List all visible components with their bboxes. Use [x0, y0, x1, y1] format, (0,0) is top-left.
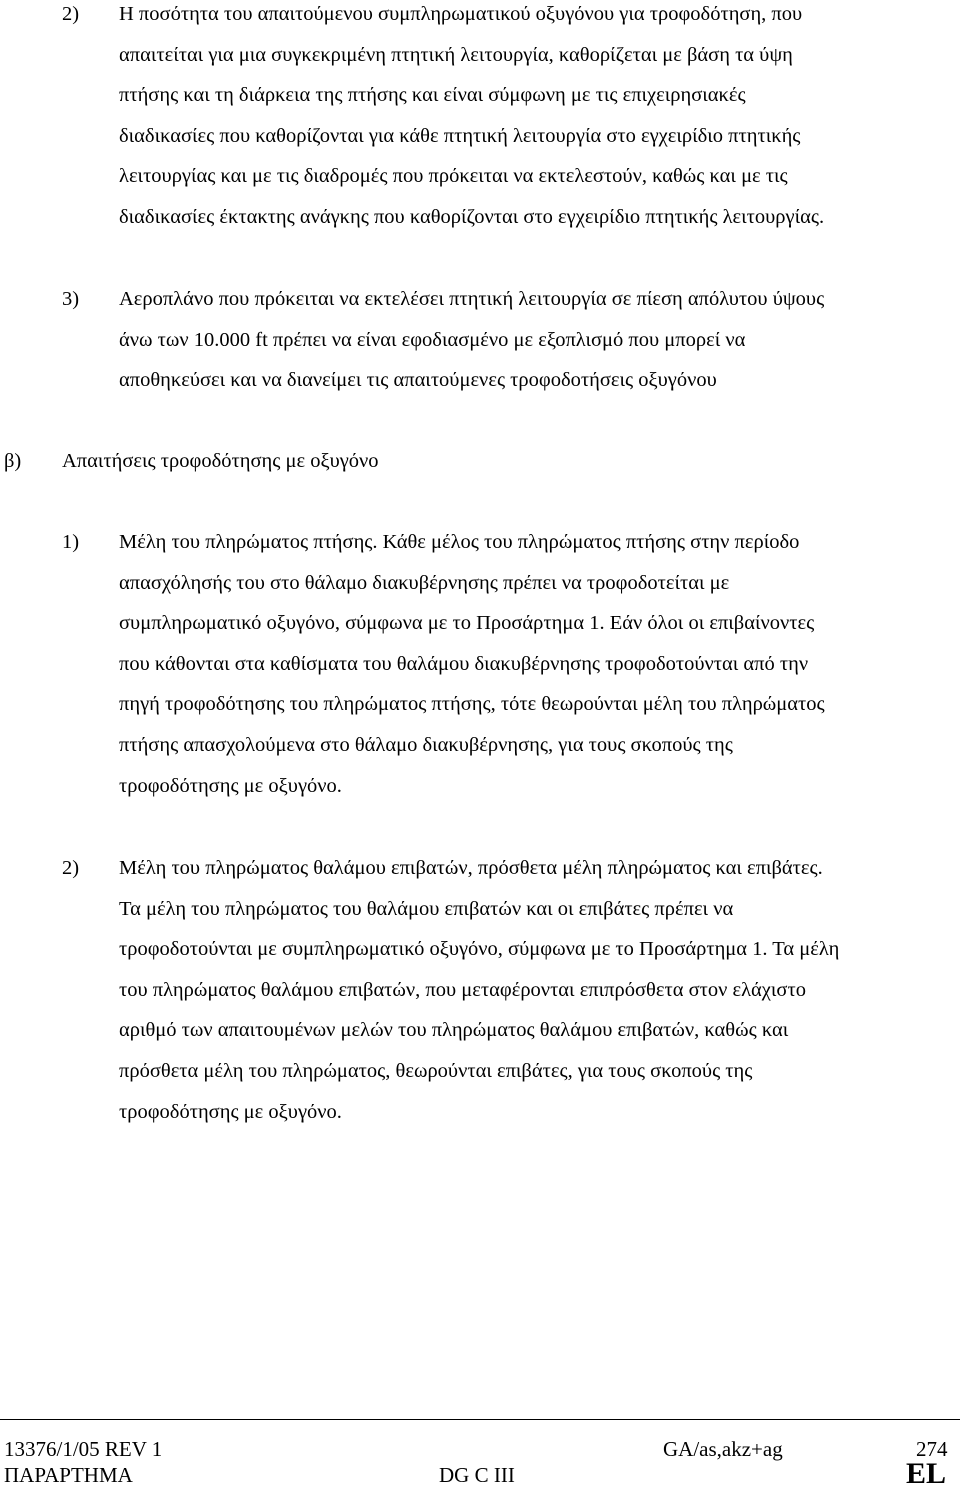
item-paragraph — [119, 0, 824, 238]
paragraph-line: πτήσης και τη διάρκεια της πτήσης και είναι σύμφωνη με τις επιχειρησιακές — [119, 84, 746, 107]
subitem-paragraph — [119, 522, 825, 806]
paragraph-line: διαδικασίες που καθορίζονται για κάθε πτητική λειτουργία στο εγχειρίδιο πτητικής — [119, 124, 801, 147]
paragraph-line: τροφοδότησης με οξυγόνο. — [119, 774, 342, 797]
paragraph-line: απαιτείται για μια συγκεκριμένη πτητική λειτουργία, καθορίζεται με βάση τα ύψη — [119, 43, 793, 66]
paragraph-line: του πληρώματος θαλάμου επιβατών, που μεταφέρονται επιπρόσθετα στον ελάχιστο — [119, 978, 806, 1001]
paragraph-line: λειτουργίας και με τις διαδρομές που πρόκειται να εκτελεστούν, καθώς και με τις — [119, 165, 788, 188]
paragraph-line: αριθμό των απαιτουμένων μελών του πληρώματος θαλάμου επιβατών, καθώς και — [119, 1019, 789, 1042]
footer-divider — [0, 1419, 960, 1420]
footer-page-number: 274 — [916, 1437, 948, 1461]
item-number: 2) — [62, 3, 80, 25]
footer-language: EL — [906, 1457, 947, 1490]
paragraph-line: τροφοδότησης με οξυγόνο. — [119, 1100, 342, 1123]
paragraph-line: αποθηκεύσει και να διανείμει τις απαιτούμενες τροφοδοτήσεις οξυγόνου — [119, 369, 717, 392]
paragraph-line: άνω των 10.000 ft πρέπει να είναι εφοδιασμένο με εξοπλισμό που μπορεί να — [119, 328, 746, 351]
subitem-number: 1) — [62, 531, 80, 553]
paragraph-line: διαδικασίες έκτακτης ανάγκης που καθορίζονται στο εγχειρίδιο πτητικής λειτουργίας. — [119, 205, 825, 228]
item-number: 3) — [62, 288, 80, 310]
section-title: Απαιτήσεις τροφοδότησης με οξυγόνο — [62, 450, 379, 472]
footer-dg: DG C III — [439, 1463, 515, 1487]
section-number: β) — [4, 450, 22, 472]
paragraph-line: Μέλη του πληρώματος θαλάμου επιβατών, πρόσθετα μέλη πληρώματος και επιβάτες. — [119, 857, 823, 879]
footer-doc-ref: 13376/1/05 REV 1 — [4, 1437, 163, 1461]
paragraph-line: Αεροπλάνο που πρόκειται να εκτελέσει πτητική λειτουργία σε πίεση απόλυτου ύψους — [119, 288, 825, 310]
paragraph-line: συμπληρωματικό οξυγόνο, σύμφωνα με το Προσάρτημα 1. Εάν όλοι οι επιβαίνοντες — [119, 612, 815, 635]
paragraph-line: Η ποσότητα του απαιτούμενου συμπληρωματικού οξυγόνου για τροφοδότηση, που — [119, 3, 803, 25]
paragraph-line: πηγή τροφοδότησης του πληρώματος πτήσης, τότε θεωρούνται μέλη του πληρώματος — [119, 693, 825, 716]
paragraph-line: απασχόλησής του στο θάλαμο διακυβέρνησης πρέπει να τροφοδοτείται με — [119, 571, 730, 594]
footer-initials: GA/as,akz+ag — [663, 1437, 783, 1461]
paragraph-line: πρόσθετα μέλη του πληρώματος, θεωρούνται επιβάτες, για τους σκοπούς της — [119, 1059, 753, 1082]
subitem-number: 2) — [62, 857, 80, 879]
paragraph-line: Μέλη του πληρώματος πτήσης. Κάθε μέλος του πληρώματος πτήσης στην περίοδο — [119, 531, 800, 553]
subitem-paragraph — [119, 848, 839, 1132]
paragraph-line: πτήσης απασχολούμενα στο θάλαμο διακυβέρνησης, για τους σκοπούς της — [119, 733, 733, 756]
footer-annex: ΠΑΡΑΡΤΗΜΑ — [4, 1463, 133, 1487]
paragraph-line: Τα μέλη του πληρώματος του θαλάμου επιβατών και οι επιβάτες πρέπει να — [119, 897, 734, 920]
paragraph-line: που κάθονται στα καθίσματα του θαλάμου διακυβέρνησης τροφοδοτούνται από την — [119, 652, 809, 675]
paragraph-line: τροφοδοτούνται με συμπληρωματικό οξυγόνο, σύμφωνα με το Προσάρτημα 1. Τα μέλη — [119, 938, 840, 961]
item-paragraph — [119, 279, 824, 401]
